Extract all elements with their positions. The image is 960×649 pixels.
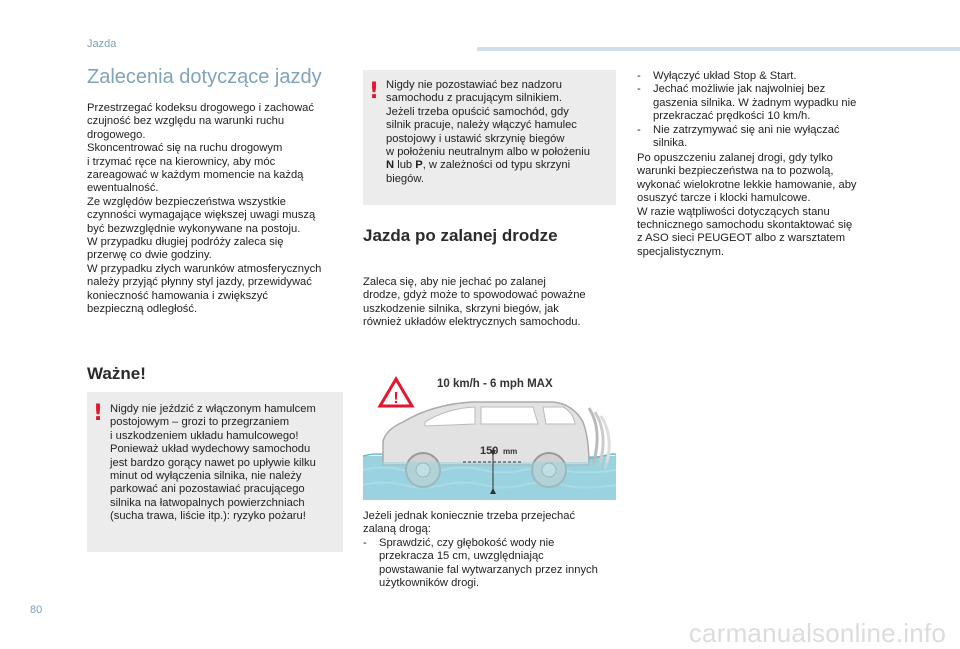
after-flood-text: Po opuszczeniu zalanej drogi, gdy tylko warunki bezpieczeństwa na to pozwolą, wykonać wielokrotne lekkie hamowanie, aby osuszyć tarcze i klocki hamulcowe. W razie wątpliwości dotyczących stanu technicznego samochodu skontaktować się z ASO sieci PEUGEOT albo z warsztatem specjalistycznym. [637,152,857,258]
parking-brake-warning-box [87,392,343,552]
watermark: carmanualsonline.info [688,618,946,648]
if-needed-text: Jeżeli jednak koniecznie trzeba przejechać zalaną drogą: [363,510,576,536]
engine-running-warning-box [363,70,616,205]
engine-warning-text-1: Nigdy nie pozostawiać bez nadzoru samochodu z pracującym silnikiem. Jeżeli trzeba opuścić samochód, gdy silnik pracuje, należy włączyć hamulec postojowy i ustawić skrzynię biegów w położeniu neutralnym albo w położeniu [386,79,590,159]
car-in-water-drawing [363,370,616,500]
speed-limit-label: 10 km/h - 6 mph MAX [437,378,553,390]
list-item: - Sprawdzić, czy głębokość wody nie przekracza 15 cm, uwzględniając powstawanie fal wytwarzanych przez innych użytkowników drogi. [363,537,621,591]
flooded-road-illustration [363,370,616,500]
page-number: 80 [30,604,43,616]
warning-exclamation-icon: ! [93,401,104,426]
depth-value: 150 [480,445,499,457]
intro-paragraph: Przestrzegać kodeksu drogowego i zachować czujność bez względu na warunki ruchu drogowego. Skoncentrować się na ruchu drogowym i trzymać ręce na kierownicy, aby móc zareagować w każdym momencie na każdą ewentualność. Ze względów bezpieczeństwa wszystkie czynności wymagające większej uwagi muszą być bezwzględnie wykonywane na postoju. W przypadku długiej podróży zaleca się przerwę co dwie godziny. W przypadku złych warunków atmosferycznych należy przyjąć płynny styl jazdy, przewidywać konieczność hamowania i zwiększyć bezpieczną odległość. [87,102,322,316]
lub-text: lub [394,159,416,172]
list-item: - Jechać możliwie jak najwolniej bez gaszenia silnika. W żadnym wypadku nie przekraczać prędkości 10 km/h. [637,83,882,123]
section-label: Jazda [87,38,117,50]
engine-running-warning-text [386,79,614,186]
triangle-exclamation: ! [393,390,399,407]
parking-brake-warning-text: Nigdy nie jeździć z włączonym hamulcem postojowym – grozi to przegrzaniem i uszkodzeniem układu hamulcowego! Ponieważ układ wydechowy samochodu jest bardzo gorący nawet po upływie kilku minut od wyłączenia silnika, nie należy parkować ani pozostawiać pracującego silnika na łatwopalnych powierzchniach (sucha trawa, liście itp.): ryzyko pożaru! [110,403,316,523]
depth-unit: mm [503,447,518,456]
page-title: Zalecenia dotyczące jazdy [87,66,322,88]
warning-exclamation-icon: ! [369,79,380,104]
steps-list-col3 [637,70,882,150]
flooded-road-intro: Zaleca się, aby nie jechać po zalanej drodze, gdyż może to spowodować poważne uszkodzenie silnika, skrzyni biegów, jak również układów elektrycznych samochodu. [363,276,586,329]
list-item: - Nie zatrzymywać się ani nie wyłączać silnika. [637,124,882,151]
gear-n: N [386,159,395,172]
steps-list-col2 [363,537,621,591]
list-item: - Wyłączyć układ Stop & Start. [637,70,882,83]
gear-p: P [415,159,423,172]
important-heading: Ważne! [87,364,146,383]
engine-warning-text-2: , w zależności od typu skrzyni biegów. [386,159,571,185]
header-bar [477,47,960,51]
flooded-road-heading: Jazda po zalanej drodze [363,226,558,245]
